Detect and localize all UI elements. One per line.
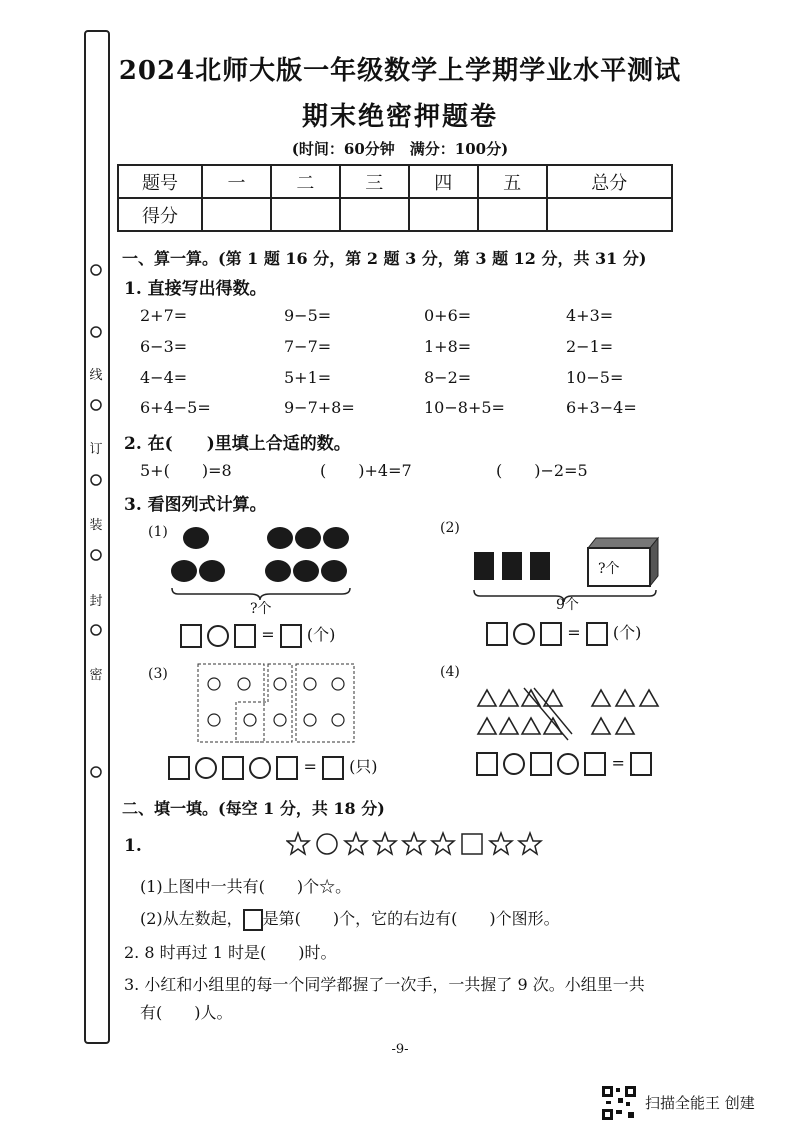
s2-q1-number: 1. — [124, 836, 142, 856]
margin-label: 密 — [89, 668, 103, 683]
table-header: 五 — [478, 165, 547, 198]
fill-item: ( )−2=5 — [496, 461, 588, 480]
operator-circle[interactable] — [207, 625, 229, 647]
cups-total: 9个 — [556, 597, 579, 613]
answer-box[interactable] — [280, 624, 302, 648]
margin-label: 装 — [89, 518, 103, 533]
math-item: 6+4−5= — [140, 398, 211, 417]
answer-box[interactable] — [180, 624, 202, 648]
s2-q3-line2: 有( )人。 — [140, 1003, 233, 1022]
shape-sequence — [286, 830, 546, 860]
equation-template-4: = — [476, 752, 652, 776]
box-label: ?个 — [598, 561, 620, 577]
time-score-info: (时间：60分钟 满分：100分) — [291, 140, 509, 158]
section2-heading: 二、填一填。(每空 1 分，共 18 分) — [122, 799, 385, 818]
math-item: 7−7= — [284, 337, 332, 356]
qr-code-icon — [600, 1084, 638, 1122]
math-item: 5+1= — [284, 368, 332, 387]
margin-label: 订 — [89, 442, 103, 457]
operator-circle[interactable] — [513, 623, 535, 645]
score-table — [117, 164, 673, 232]
margin-label: 线 — [89, 368, 103, 383]
math-item: 10−8+5= — [424, 398, 505, 417]
equation-template-2: = (个) — [486, 620, 641, 646]
equation-template-3: = (只) — [168, 754, 378, 780]
answer-box[interactable] — [630, 752, 652, 776]
picture-label: (3) — [148, 666, 168, 682]
answer-box[interactable] — [168, 756, 190, 780]
square-shape — [243, 909, 263, 931]
score-cell[interactable] — [340, 198, 409, 231]
math-item: 2−1= — [566, 337, 614, 356]
margin-label: 封 — [89, 594, 103, 609]
q3-label: 3. 看图列式计算。 — [124, 495, 267, 515]
operator-circle[interactable] — [503, 753, 525, 775]
triangles-picture — [476, 686, 666, 742]
score-cell[interactable] — [478, 198, 547, 231]
math-item: 4−4= — [140, 368, 188, 387]
q2-label: 2. 在( )里填上合适的数。 — [124, 434, 351, 454]
math-item: 8−2= — [424, 368, 472, 387]
table-header: 四 — [409, 165, 478, 198]
s2-q1-sub2 — [140, 906, 560, 931]
binding-holes — [86, 60, 106, 820]
answer-box[interactable] — [222, 756, 244, 780]
fill-item: ( )+4=7 — [320, 461, 412, 480]
math-item: 4+3= — [566, 306, 614, 325]
s2-q1-sub2-prefix: (2)从左数起， — [140, 909, 243, 928]
pumpkin-question: ?个 — [250, 601, 272, 617]
math-item: 2+7= — [140, 306, 188, 325]
answer-box[interactable] — [234, 624, 256, 648]
picture-label: (4) — [440, 664, 460, 680]
s2-q3-line1: 3. 小红和小组里的每一个同学都握了一次手，一共握了 9 次。小组里一共 — [124, 975, 645, 994]
math-item: 9−7+8= — [284, 398, 355, 417]
score-cell[interactable] — [202, 198, 271, 231]
table-row — [118, 198, 672, 231]
math-item: 6+3−4= — [566, 398, 637, 417]
unit-label: (个) — [612, 623, 642, 642]
answer-box[interactable] — [486, 622, 508, 646]
math-item: 1+8= — [424, 337, 472, 356]
operator-circle[interactable] — [249, 757, 271, 779]
operator-circle[interactable] — [557, 753, 579, 775]
math-item: 0+6= — [424, 306, 472, 325]
table-header: 二 — [271, 165, 340, 198]
q1-label: 1. 直接写出得数。 — [124, 279, 267, 299]
score-cell[interactable] — [409, 198, 478, 231]
math-item: 6−3= — [140, 337, 188, 356]
unit-label: (个) — [306, 625, 336, 644]
table-row-label: 得分 — [118, 198, 202, 231]
answer-box[interactable] — [540, 622, 562, 646]
table-row — [118, 165, 672, 198]
s2-q1-sub2-suffix: 是第( )个，它的右边有( )个图形。 — [262, 909, 560, 928]
score-cell[interactable] — [271, 198, 340, 231]
s2-q1-sub1: (1)上图中一共有( )个☆。 — [140, 877, 352, 896]
equation-template-1: = (个) — [180, 622, 335, 648]
answer-box[interactable] — [476, 752, 498, 776]
section1-heading: 一、算一算。(第 1 题 16 分，第 2 题 3 分，第 3 题 12 分，共 31 分) — [122, 249, 647, 268]
table-header: 题号 — [118, 165, 202, 198]
answer-box[interactable] — [586, 622, 608, 646]
table-header: 总分 — [547, 165, 672, 198]
rabbits-picture — [196, 660, 358, 746]
exam-subtitle-title: 期末绝密押题卷 — [301, 102, 498, 132]
math-item: 10−5= — [566, 368, 624, 387]
math-item: 9−5= — [284, 306, 332, 325]
table-header: 三 — [340, 165, 409, 198]
answer-box[interactable] — [584, 752, 606, 776]
exam-title: 2024北师大版一年级数学上学期学业水平测试 — [118, 56, 682, 86]
score-cell[interactable] — [547, 198, 672, 231]
page-number: -9- — [391, 1042, 409, 1057]
scanner-watermark: 扫描全能王 创建 — [645, 1094, 755, 1112]
picture-label: (2) — [440, 520, 460, 536]
operator-circle[interactable] — [195, 757, 217, 779]
answer-box[interactable] — [276, 756, 298, 780]
table-header: 一 — [202, 165, 271, 198]
answer-box[interactable] — [322, 756, 344, 780]
unit-label: (只) — [349, 757, 378, 776]
answer-box[interactable] — [530, 752, 552, 776]
s2-q2: 2. 8 时再过 1 时是( )时。 — [124, 943, 337, 962]
picture-label: (1) — [148, 524, 168, 540]
fill-item: 5+( )=8 — [140, 461, 232, 480]
